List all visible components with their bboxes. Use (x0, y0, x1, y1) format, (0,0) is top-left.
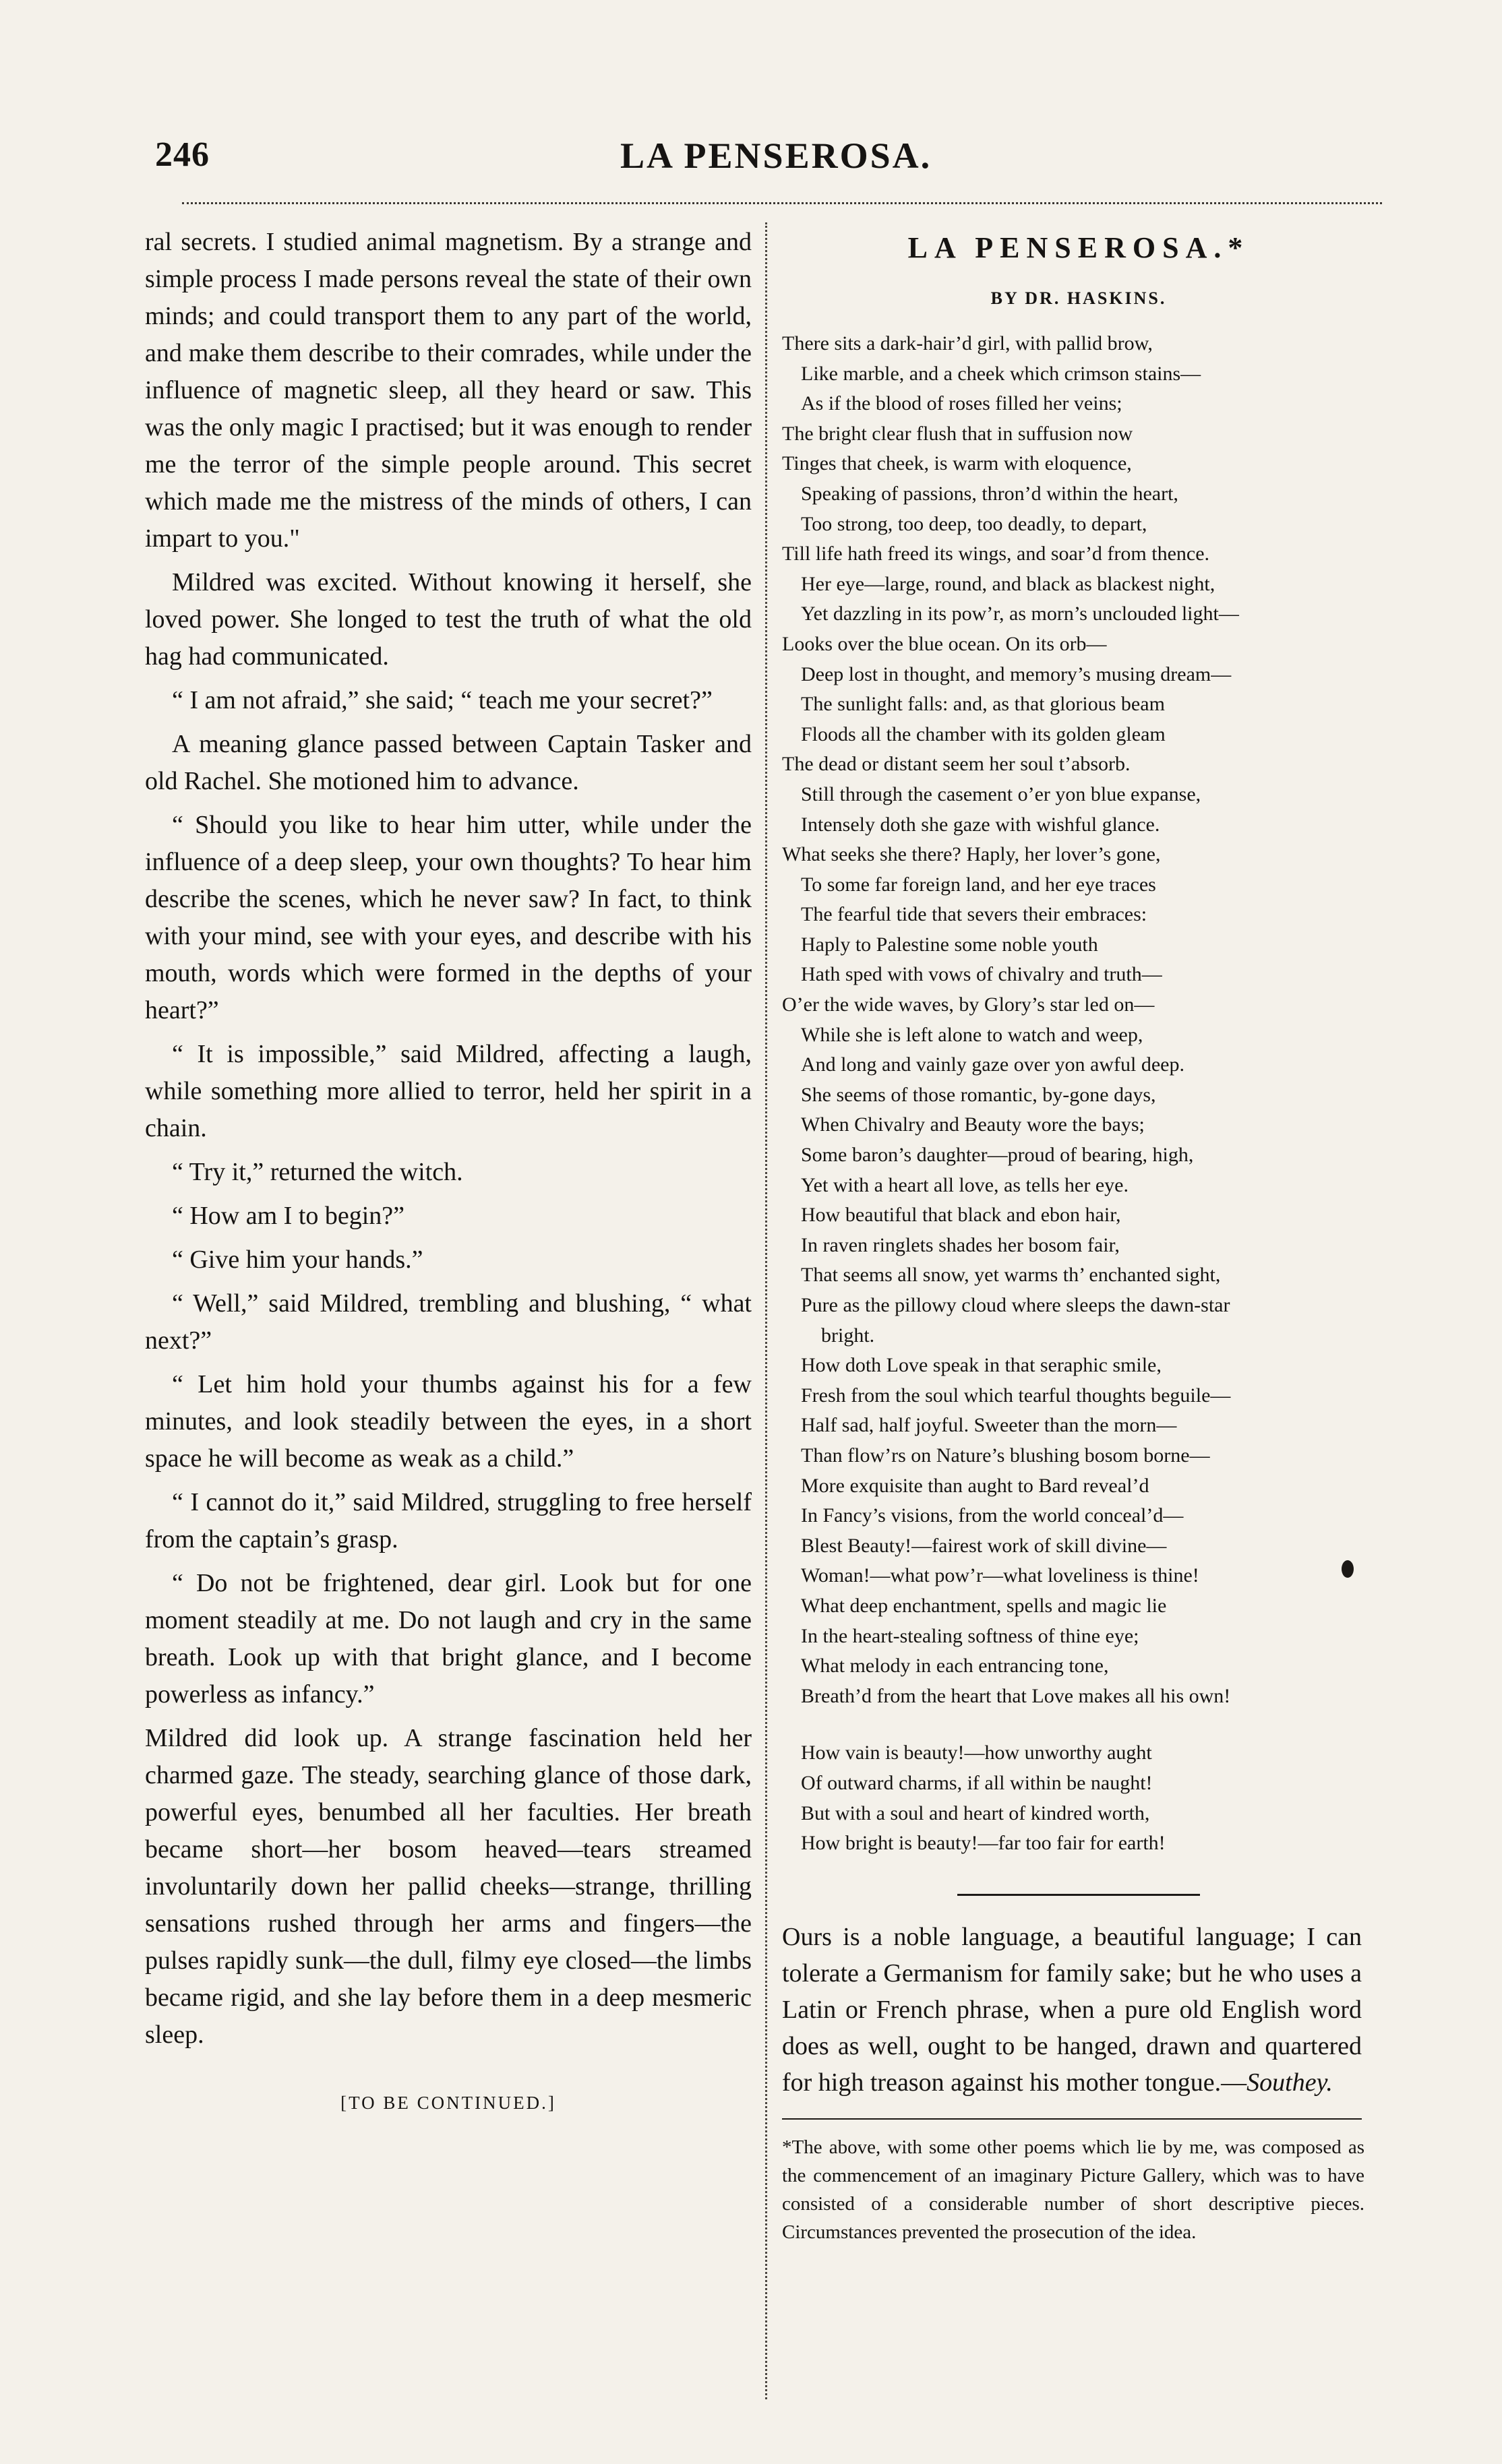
story-paragraph: ral secrets. I studied animal magnetism. By a strange and simple process I made persons reveal the state of their own minds; and could transport them to any part of the world, and make them describe to their comrades, while under the influence of magnetic sleep, all they heard or saw. This was the only magic I practised; but it was enough to render me the terror of the simple people around. This secret which made me the mistress of the minds of others, I can impart to you." (145, 228, 752, 553)
story-paragraph: “ How am I to begin?” (172, 1202, 405, 1230)
poem-line: Than flow’rs on Nature’s blushing bosom borne— (801, 1444, 1210, 1467)
running-header (155, 135, 1382, 189)
poem-line: Floods all the chamber with its golden gleam (801, 722, 1166, 745)
poem-line: Breath’d from the heart that Love makes all his own! (801, 1684, 1231, 1707)
story-paragraph: “ Let him hold your thumbs against his for a few minutes, and look steadily between the eyes, in a short space he will become as weak as a child.” (145, 1370, 752, 1473)
poem-line: Her eye—large, round, and black as blackest night, (801, 572, 1215, 595)
poem-line: Yet dazzling in its pow’r, as morn’s unclouded light— (801, 603, 1239, 625)
poem-line: Still through the casement o’er yon blue expanse, (801, 782, 1201, 805)
poem-line: When Chivalry and Beauty wore the bays; (801, 1113, 1145, 1136)
poem-line: The dead or distant seem her soul t’absorb. (782, 753, 1131, 776)
story-paragraph: Mildred did look up. A strange fascination held her charmed gaze. The steady, searching glance of those dark, powerful eyes, benumbed all her faculties. Her breath became short—her bosom heaved—tears streamed involuntarily down her pallid cheeks—strange, thrilling sensations rushed through her arms and fingers—the pulses rapidly sunk—the dull, filmy eye closed—the limbs became rigid, and she lay before them in a deep mesmeric sleep. (145, 1724, 752, 2049)
quote-text: Ours is a noble language, a beautiful language; I can tolerate a Germanism for family sake; but he who uses a Latin or French phrase, when a pure old English word does as well, ought to be hanged, drawn and quartered for high treason against his mother tongue.— (782, 1922, 1362, 2097)
story-paragraph: “ Give him your hands.” (172, 1245, 423, 1274)
story-paragraph: “ It is impossible,” said Mildred, affecting a laugh, while something more allied to terror, held her spirit in a chain. (145, 1040, 752, 1142)
section-rule (957, 1894, 1200, 1896)
poem-line: How bright is beauty!—far too fair for earth! (801, 1832, 1166, 1855)
poem-line: The bright clear flush that in suffusion now (782, 422, 1133, 445)
poem-line: The sunlight falls: and, as that glorious beam (801, 693, 1165, 716)
ink-fleck (1342, 1560, 1354, 1578)
poem-stanza (782, 329, 1375, 1711)
to-be-continued-note: [TO BE CONTINUED.] (340, 2093, 556, 2113)
poem-line: Intensely doth she gaze with wishful glance. (801, 813, 1160, 836)
story-paragraph: A meaning glance passed between Captain Tasker and old Rachel. She motioned him to advance. (145, 730, 752, 795)
story-paragraph: “ Should you like to hear him utter, while under the influence of a deep sleep, your own thoughts? To hear him describe the scenes, which he never saw? In fact, to think with your mind, see with your eyes, and describe with his mouth, words which were formed in the depths of your heart?” (145, 811, 752, 1024)
poem-line: Speaking of passions, thron’d within the heart, (801, 482, 1178, 505)
poem-line: What melody in each entrancing tone, (801, 1655, 1109, 1677)
poem-line: Tinges that cheek, is warm with eloquence, (782, 452, 1132, 475)
footnote: *The above, with some other poems which lie by me, was composed as the commencement of an imaginary Picture Gallery, which was to have consisted of a considerable number of short descriptive pieces. Circumstances prevented the prosecution of the idea. (782, 2136, 1364, 2243)
poem-line: And long and vainly gaze over yon awful deep. (801, 1053, 1184, 1076)
poem-line: Fresh from the soul which tearful thoughts beguile— (801, 1384, 1231, 1407)
poem-line: Till life hath freed its wings, and soar’d from thence. (782, 543, 1210, 565)
poem-line: Hath sped with vows of chivalry and truth— (801, 963, 1162, 986)
poem-line: In the heart-stealing softness of thine eye; (801, 1624, 1139, 1647)
poem-line: In raven ringlets shades her bosom fair, (801, 1233, 1120, 1256)
poem-line: O’er the wide waves, by Glory’s star led on— (782, 993, 1155, 1016)
poem-line: Yet with a heart all love, as tells her eye. (801, 1173, 1129, 1196)
poem-line: The fearful tide that severs their embraces: (801, 903, 1147, 926)
poem-line: While she is left alone to watch and weep, (801, 1023, 1143, 1046)
story-paragraph: “ Try it,” returned the witch. (172, 1158, 463, 1186)
poem-line: But with a soul and heart of kindred worth, (801, 1801, 1150, 1824)
poem-line: Pure as the pillowy cloud where sleeps the dawn-star (801, 1294, 1230, 1316)
story-paragraph: Mildred was excited. Without knowing it herself, she loved power. She longed to test the truth of what the old hag had communicated. (145, 568, 752, 671)
poem-line: In Fancy’s visions, from the world conceal’d— (801, 1504, 1184, 1527)
poem-line: How doth Love speak in that seraphic smile, (801, 1354, 1162, 1377)
poem-line: She seems of those romantic, by-gone days, (801, 1083, 1156, 1106)
stanza-gap (782, 1711, 1375, 1738)
poem-line: There sits a dark-hair’d girl, with pallid brow, (782, 332, 1153, 355)
story-column (145, 224, 752, 2122)
poem-line: To some far foreign land, and her eye traces (801, 873, 1156, 896)
footnote-rule (782, 2118, 1362, 2120)
poem-line: How vain is beauty!—how unworthy aught (801, 1742, 1152, 1764)
running-title: LA PENSEROSA. (620, 135, 932, 176)
poem-line: Too strong, too deep, too deadly, to depart, (801, 512, 1147, 535)
column-divider (765, 222, 767, 2399)
poem-line: That seems all snow, yet warms th’ enchanted sight, (801, 1264, 1221, 1287)
poem-line: How beautiful that black and ebon hair, (801, 1204, 1121, 1227)
story-paragraph: “ Well,” said Mildred, trembling and blushing, “ what next?” (145, 1289, 752, 1355)
poem-line: Some baron’s daughter—proud of bearing, high, (801, 1144, 1194, 1167)
story-paragraph: “ Do not be frightened, dear girl. Look but for one moment steadily at me. Do not laugh and cry in the same breath. Look up with that bright glance, and I become powerless as infancy.” (145, 1569, 752, 1708)
poem-line: Haply to Palestine some noble youth (801, 933, 1098, 956)
header-ornamental-rule (182, 202, 1382, 208)
poem-line: bright. (821, 1324, 875, 1347)
poem-author: BY DR. HASKINS. (990, 288, 1167, 308)
poem-line: Half sad, half joyful. Sweeter than the morn— (801, 1414, 1177, 1437)
story-paragraph: “ I cannot do it,” said Mildred, struggling to free herself from the captain’s grasp. (145, 1488, 752, 1553)
poem-line: Looks over the blue ocean. On its orb— (782, 632, 1107, 655)
page-number: 246 (155, 135, 210, 174)
poem-line: Deep lost in thought, and memory’s musing dream— (801, 663, 1232, 685)
poem-column (782, 229, 1375, 2246)
quote-attribution: Southey. (1246, 2068, 1333, 2097)
poem-line: More exquisite than aught to Bard reveal’d (801, 1474, 1149, 1497)
poem-title: LA PENSEROSA.* (907, 231, 1250, 264)
poem-line: What deep enchantment, spells and magic lie (801, 1594, 1167, 1617)
poem-line: Blest Beauty!—fairest work of skill divine— (801, 1534, 1167, 1557)
story-paragraph: “ I am not afraid,” she said; “ teach me your secret?” (172, 686, 713, 714)
poem-line: Like marble, and a cheek which crimson stains— (801, 362, 1201, 385)
poem-line: Woman!—what pow’r—what loveliness is thine! (801, 1564, 1199, 1587)
poem-line: As if the blood of roses filled her veins; (801, 392, 1122, 415)
poem-line: Of outward charms, if all within be naught! (801, 1771, 1153, 1794)
southey-quote (782, 1919, 1362, 2101)
poem-stanza (782, 1738, 1375, 1858)
poem-line: What seeks she there? Haply, her lover’s gone, (782, 843, 1161, 866)
